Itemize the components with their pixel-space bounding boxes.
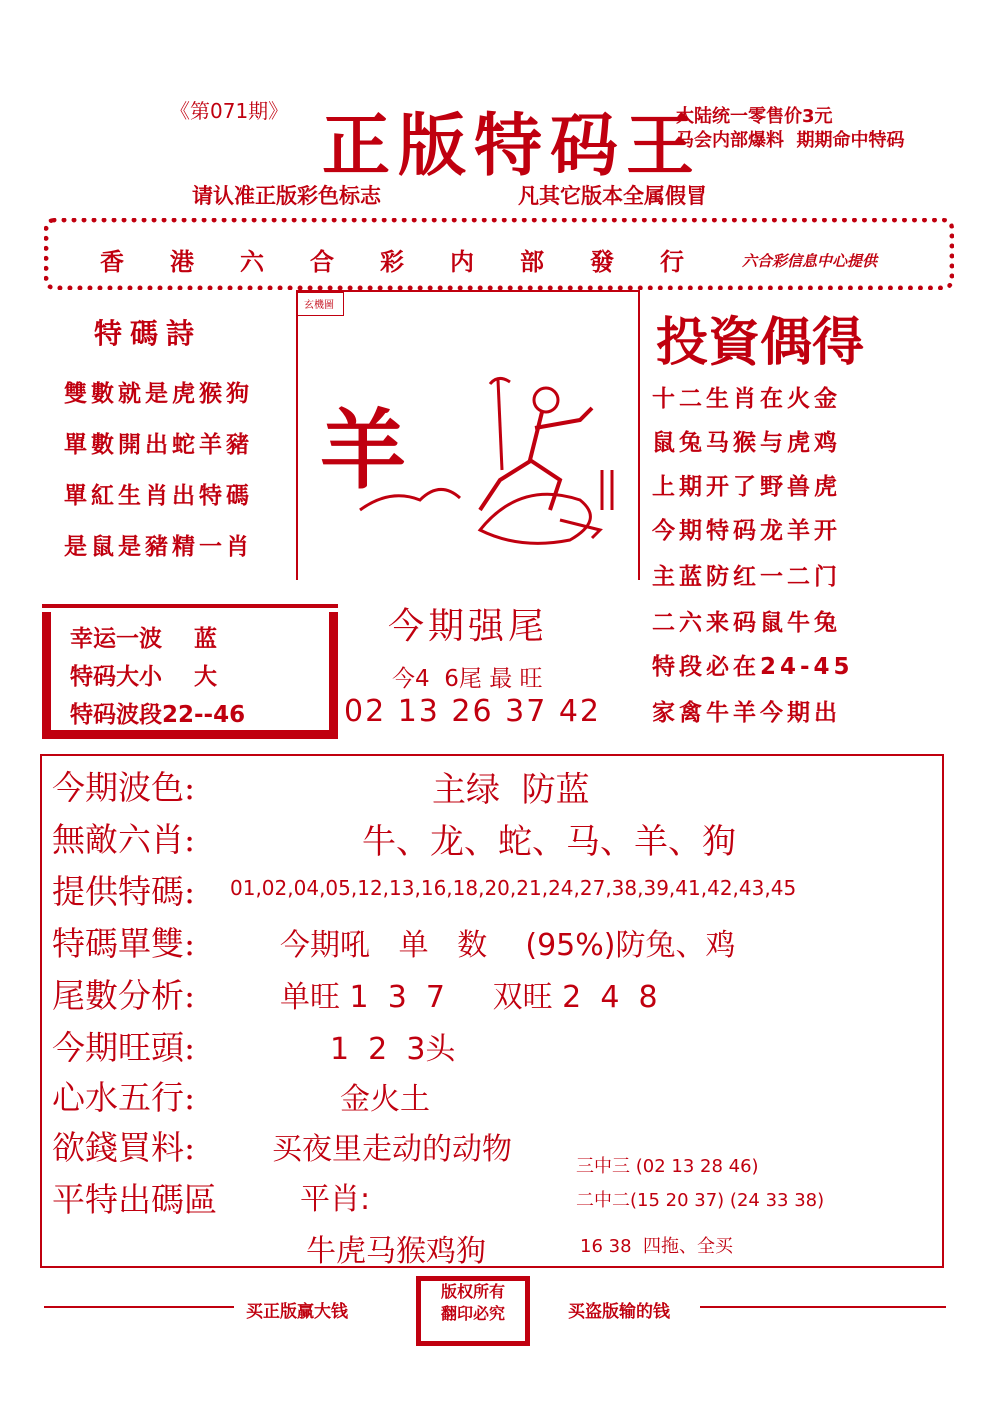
copyright-box [416,1276,530,1346]
rider-illustration [320,370,620,560]
lucky-label: 特码波段 [70,702,162,728]
main-title: 正版特码王 [322,106,703,186]
counterfeit-notice: 凡其它版本全属假冒 [518,184,707,208]
invest-line: 二六来码鼠牛兔 [652,610,841,636]
two-of-two: 二中二(15 20 37) (24 33 38) [576,1190,825,1211]
goat-glyph: 羊 [320,400,406,501]
poem-line: 雙數就是虎猴狗 [64,380,253,407]
footer-rule-left [44,1306,234,1308]
invest-line: 特段必在24-45 [652,654,854,680]
copyright-line: 版权所有 [440,1282,505,1301]
six-zodiac-label: 無敵六肖: [52,820,196,859]
invest-title: 投資偶得 [656,312,865,373]
invest-line: 鼠兔马猴与虎鸡 [652,430,841,456]
poem-title: 特碼詩 [94,317,203,350]
special-codes-label: 提供特碼: [52,872,196,911]
special-codes-value: 01,02,04,05,12,13,16,18,20,21,24,27,38,39,41,42,43,45 [230,876,797,900]
six-zodiac-value: 牛、龙、蛇、马、羊、狗 [362,822,736,862]
tail-analysis-value: 单旺 1 3 7 双旺 2 4 8 [280,980,658,1015]
odd-even-label: 特碼單雙: [52,924,196,963]
banner-title: 香港六合彩内部發行 [100,247,730,276]
banner-subtitle: 六合彩信息中心提供 [742,252,878,270]
poem-line: 單紅生肖出特碼 [64,482,253,509]
lucky-row [70,696,245,729]
slogan: 马会内部爆料 期期命中特码 [676,130,905,151]
footer-left-text: 买正版赢大钱 [246,1302,348,1322]
flat-sub-label: 平肖: [300,1182,371,1217]
lucky-box-top-rule [42,604,338,608]
price-note: 大陆统一零售价3元 [676,106,833,127]
lucky-row [70,620,217,653]
footer-rule-right [700,1306,946,1308]
authenticity-notice: 请认准正版彩色标志 [192,184,381,208]
head-value: 1 2 3头 [330,1032,456,1067]
tail-analysis-label: 尾數分析: [52,976,196,1015]
poem-line: 是鼠是豬精一肖 [64,533,253,560]
wave-color-value: 主绿 防蓝 [432,770,590,810]
strong-tail-subtitle: 今4 6尾 最 旺 [392,666,543,692]
invest-line: 上期开了野兽虎 [652,474,841,500]
invest-line: 主蓝防红一二门 [652,564,841,590]
lucky-value: 大 [194,664,218,690]
five-elements-label: 心水五行: [52,1078,196,1117]
flat-zodiacs: 牛虎马猴鸡狗 [306,1234,486,1269]
strong-tail-numbers: 02 13 26 37 42 [344,694,602,729]
wave-color-label: 今期波色: [52,768,196,807]
invest-line: 今期特码龙羊开 [652,518,841,544]
invest-line: 十二生肖在火金 [652,386,841,412]
issue-number: 《第071期》 [170,99,289,123]
lucky-value: 22--46 [162,702,246,728]
lucky-label: 幸运一波 [70,626,162,652]
picture-corner-text: 玄機圖 [304,300,334,311]
invest-line: 家禽牛羊今期出 [652,700,841,726]
lucky-label: 特码大小 [70,664,162,690]
odd-even-value: 今期吼 单 数 (95%)防兔、鸡 [280,928,736,963]
head-label: 今期旺頭: [52,1028,196,1067]
lucky-value: 蓝 [194,626,218,652]
lucky-row [70,658,217,691]
strong-tail-title: 今期强尾 [388,606,549,647]
copyright-line: 翻印必究 [440,1304,505,1323]
buy-tip-label: 欲錢買料: [52,1128,196,1167]
three-of-three: 三中三 (02 13 28 46) [576,1156,759,1177]
five-elements-value: 金火土 [340,1082,430,1117]
flat-label: 平特出碼區 [52,1180,217,1219]
buy-tip-value: 买夜里走动的动物 [272,1132,512,1167]
drag-combo: 16 38 四拖、全买 [580,1236,733,1257]
footer-right-text: 买盗版输的钱 [568,1302,670,1322]
poem-line: 單數開出蛇羊豬 [64,431,253,458]
